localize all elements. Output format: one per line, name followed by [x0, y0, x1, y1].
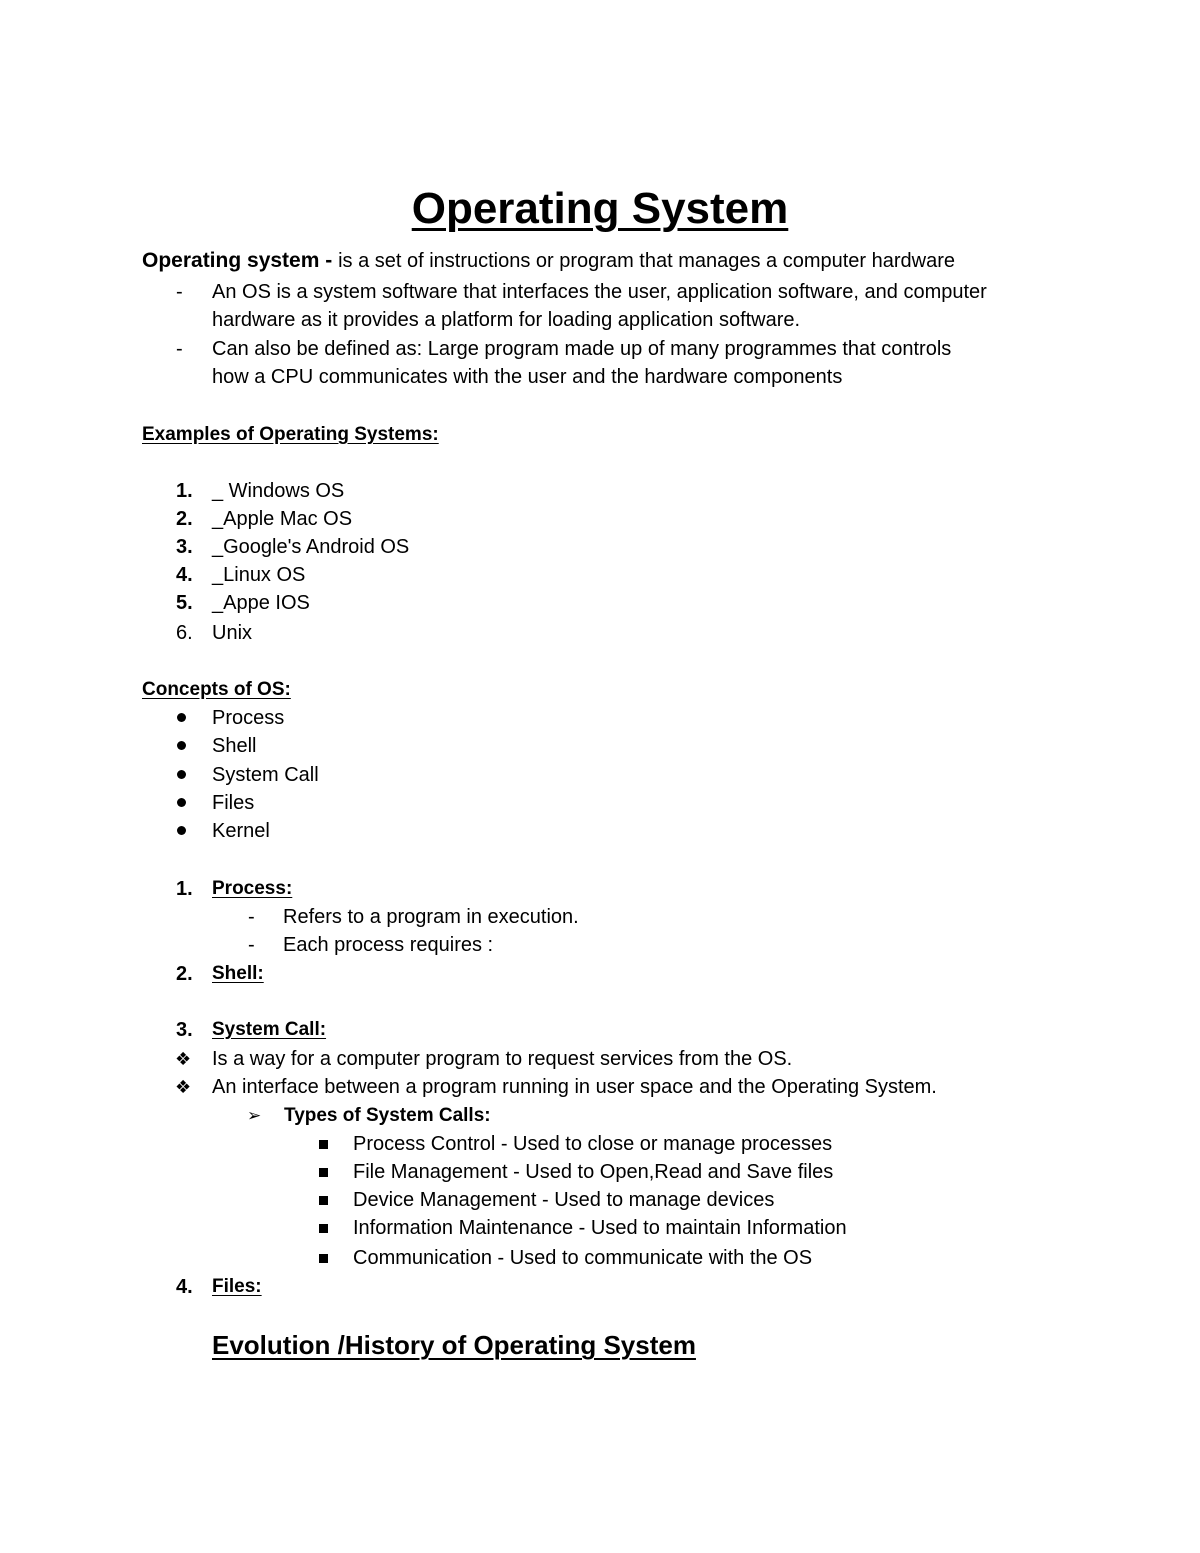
section-number: 3.: [176, 1019, 193, 1041]
definition-term: Operating system -: [142, 249, 339, 272]
system-call-heading: System Call:: [212, 1019, 327, 1040]
bullet-icon: [177, 741, 186, 750]
section-number: 2.: [176, 963, 193, 985]
process-heading: Process:: [212, 878, 293, 899]
square-bullet-icon: [319, 1254, 328, 1263]
list-number: 6.: [176, 622, 193, 644]
type-item: Process Control - Used to close or manage processes: [353, 1133, 833, 1155]
concept-item: System Call: [212, 764, 319, 786]
square-bullet-icon: [319, 1168, 328, 1177]
dash-marker: -: [248, 934, 255, 956]
dash-marker: -: [176, 338, 183, 360]
dash-marker: -: [248, 906, 255, 928]
section-number: 4.: [176, 1276, 193, 1298]
bullet-icon: [177, 713, 186, 722]
definition-point-2-line-1: Can also be defined as: Large program made up of many programmes that controls: [212, 338, 952, 360]
process-point: Each process requires :: [283, 934, 494, 956]
definition-point-1-line-2: hardware as it provides a platform for loading application software.: [212, 309, 801, 331]
type-item: Information Maintenance - Used to maintain Information: [353, 1217, 847, 1239]
list-number: 1.: [176, 480, 193, 502]
definition-line: [142, 249, 955, 273]
system-call-point: Is a way for a computer program to request services from the OS.: [212, 1048, 793, 1070]
arrow-bullet-icon: ➢: [247, 1106, 262, 1125]
square-bullet-icon: [319, 1140, 328, 1149]
bullet-icon: [177, 798, 186, 807]
list-item: Unix: [212, 622, 253, 644]
list-number: 3.: [176, 536, 193, 558]
section-number: 1.: [176, 878, 193, 900]
concept-item: Files: [212, 792, 255, 814]
diamond-bullet-icon: ❖: [175, 1049, 192, 1069]
list-item: _Appe IOS: [212, 592, 310, 614]
list-item: _Linux OS: [212, 564, 306, 586]
shell-heading: Shell:: [212, 963, 264, 984]
list-number: 4.: [176, 564, 193, 586]
examples-heading: Examples of Operating Systems:: [142, 424, 439, 445]
concept-item: Kernel: [212, 820, 270, 842]
list-item: _ Windows OS: [212, 480, 345, 502]
type-item: Communication - Used to communicate with the OS: [353, 1247, 813, 1269]
square-bullet-icon: [319, 1196, 328, 1205]
concept-item: Shell: [212, 735, 257, 757]
diamond-bullet-icon: ❖: [175, 1077, 192, 1097]
system-call-point: An interface between a program running in user space and the Operating System.: [212, 1076, 937, 1098]
dash-marker: -: [176, 281, 183, 303]
concept-item: Process: [212, 707, 285, 729]
list-item: _Apple Mac OS: [212, 508, 353, 530]
type-item: Device Management - Used to manage devices: [353, 1189, 775, 1211]
bullet-icon: [177, 770, 186, 779]
types-heading: Types of System Calls:: [284, 1105, 491, 1126]
type-item: File Management - Used to Open,Read and Save files: [353, 1161, 834, 1183]
concepts-heading: Concepts of OS:: [142, 679, 291, 700]
definition-point-2-line-2: how a CPU communicates with the user and the hardware components: [212, 366, 843, 388]
bullet-icon: [177, 826, 186, 835]
definition-text: is a set of instructions or program that manages a computer hardware: [338, 250, 956, 272]
page-title: Operating System: [411, 184, 789, 233]
list-number: 2.: [176, 508, 193, 530]
square-bullet-icon: [319, 1224, 328, 1233]
files-heading: Files:: [212, 1276, 262, 1297]
definition-point-1-line-1: An OS is a system software that interfaces the user, application software, and computer: [212, 281, 987, 303]
list-item: _Google's Android OS: [212, 536, 410, 558]
evolution-heading: Evolution /History of Operating System: [212, 1330, 696, 1360]
process-point: Refers to a program in execution.: [283, 906, 579, 928]
list-number: 5.: [176, 592, 193, 614]
